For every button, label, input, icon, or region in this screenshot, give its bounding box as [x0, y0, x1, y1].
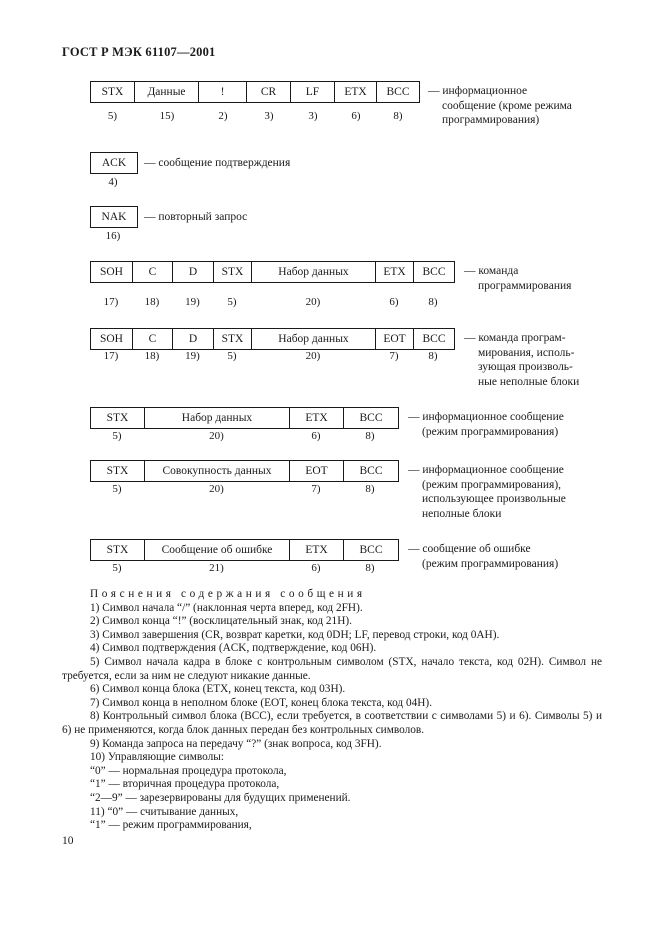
description-line: программирования): [442, 114, 540, 126]
cell-exclamation: !: [199, 82, 247, 102]
frame-nak: [90, 206, 138, 228]
explanation-item: 8) Контрольный символ блока (BCC), если требуется, в соответствии с символами 5) и 6). Символы 5) и 6) не применяются, когда блок данных передан без контрольных символов.: [62, 710, 602, 736]
ref-number: 3): [264, 110, 274, 122]
description-line: использующее произвольные: [422, 493, 566, 505]
cell-error-message: Сообщение об ошибке: [145, 540, 290, 560]
document-header: ГОСТ Р МЭК 61107—2001: [62, 45, 216, 59]
frame-programming-command-description: [464, 264, 571, 293]
cell-d: D: [173, 329, 214, 349]
ref-number: 19): [185, 350, 200, 362]
description-line: — сообщение подтверждения: [144, 157, 291, 169]
message-content-explanations: [62, 588, 602, 833]
cell-etx: ETX: [376, 262, 414, 282]
ref-number: 5): [107, 110, 118, 122]
description-line: зующая произволь-: [478, 361, 573, 373]
ref-number: 5): [112, 483, 122, 495]
frame-programming-command: [90, 261, 455, 283]
frame-info-programming-partial: [90, 460, 399, 482]
frame-ack-description: [144, 156, 290, 171]
ref-number: 20): [209, 483, 224, 495]
ref-number: 4): [108, 176, 118, 188]
ref-number: 6): [389, 296, 399, 308]
frame-info-programming-partial-numbers: [90, 482, 397, 496]
description-line: мирования, исполь-: [478, 346, 575, 359]
cell-stx: STX: [91, 82, 135, 102]
cell-bcc: BCC: [422, 266, 446, 278]
frame-programming-command-partial-numbers: [90, 349, 453, 363]
cell-bcc: BCC: [359, 465, 383, 477]
ref-number: 8): [365, 430, 375, 442]
frame-info-programming-numbers: [90, 429, 397, 443]
description-line: — сообщение об ошибке: [408, 543, 531, 555]
ref-number: 8): [428, 296, 438, 308]
frame-programming-command-numbers: [90, 295, 453, 309]
ref-number: 19): [185, 296, 200, 308]
cell-stx: STX: [91, 540, 145, 560]
ref-number: 2): [218, 110, 228, 122]
cell-etx: ETX: [290, 408, 344, 428]
explanation-item: 2) Символ конца “!” (восклицательный знак, код 21H).: [90, 615, 352, 628]
frame-info-programming: [90, 407, 399, 429]
cell-etx: ETX: [290, 540, 344, 560]
cell-stx: STX: [91, 461, 145, 481]
frame-info-message: [90, 81, 420, 103]
description-line: сообщение (кроме режима: [442, 99, 572, 112]
description-line: — команда програм-: [464, 332, 566, 344]
description-line: — информационное: [428, 85, 528, 97]
cell-data-set: Набор данных: [252, 262, 376, 282]
explanation-item: “1” — вторичная процедура протокола,: [90, 778, 280, 791]
frame-info-message-description: [428, 84, 572, 128]
cell-cr: CR: [247, 82, 291, 102]
ref-number: 7): [311, 483, 321, 495]
cell-stx: STX: [214, 329, 252, 349]
frame-info-message-numbers: [90, 109, 419, 123]
ref-number: 20): [305, 350, 321, 362]
cell-eot: EOT: [376, 329, 414, 349]
cell-nak: NAK: [101, 211, 127, 223]
cell-eot: EOT: [290, 461, 344, 481]
explanation-item: 5) Символ начала кадра в блоке с контрольным символом (STX, начало текста, код 02H). Символ не требуется, если за ним не следуют никакие данные.: [62, 655, 602, 682]
frame-error-message-description: [408, 542, 558, 571]
frame-error-message: [90, 539, 399, 561]
cell-data: Данные: [135, 82, 199, 102]
ref-number: 20): [209, 430, 224, 442]
cell-data-set: Набор данных: [252, 329, 376, 349]
ref-number: 8): [365, 483, 375, 495]
cell-stx: STX: [91, 408, 145, 428]
frame-nak-description: [144, 210, 247, 225]
ref-number: 6): [311, 430, 321, 442]
page-number: 10: [62, 835, 74, 847]
description-line: — информационное сообщение: [408, 464, 564, 476]
frame-programming-command-partial: [90, 328, 455, 350]
cell-stx: STX: [214, 262, 252, 282]
explanation-item: 1) Символ начала “/” (наклонная черта вперед, код 2FH).: [90, 601, 363, 614]
frame-ack: [90, 152, 138, 174]
ref-number: 15): [159, 110, 175, 122]
description-line: — повторный запрос: [144, 211, 248, 223]
description-line: программирования: [478, 279, 572, 292]
ref-number: 6): [311, 562, 321, 574]
explanation-item: 6) Символ конца блока (ETX, конец текста, код 03H).: [90, 683, 346, 696]
explanation-item: 3) Символ завершения (CR, возврат каретки, код 0DH; LF, перевод строки, код 0AH).: [90, 628, 500, 641]
ref-number: 8): [365, 562, 375, 574]
cell-data-collection: Совокупность данных: [145, 461, 290, 481]
explanation-item: “2—9” — зарезервированы для будущих применений.: [90, 791, 351, 804]
explanation-item: 10) Управляющие символы:: [90, 751, 224, 764]
cell-c: C: [133, 262, 173, 282]
frame-error-message-numbers: [90, 561, 397, 575]
cell-bcc: BCC: [359, 544, 383, 556]
ref-number: 5): [112, 430, 122, 442]
ref-number: 5): [112, 562, 122, 574]
ref-number: 21): [209, 562, 224, 574]
description-line: ные неполные блоки: [478, 375, 580, 388]
cell-bcc: BCC: [386, 86, 410, 98]
description-line: неполные блоки: [422, 507, 502, 520]
ref-number: 16): [105, 230, 121, 242]
cell-d: D: [173, 262, 214, 282]
cell-bcc: BCC: [422, 333, 446, 345]
ref-number: 7): [389, 350, 399, 362]
cell-c: C: [133, 329, 173, 349]
ref-number: 18): [144, 296, 160, 308]
ref-number: 17): [103, 296, 119, 308]
cell-lf: LF: [291, 82, 335, 102]
frame-ack-numbers: [90, 175, 136, 189]
explanation-item: 9) Команда запроса на передачу “?” (знак вопроса, код 3FH).: [90, 737, 382, 750]
frame-nak-numbers: [90, 229, 136, 243]
explanation-item: 11) “0” — считывание данных,: [90, 805, 239, 818]
ref-number: 6): [351, 110, 361, 122]
explanations-title: Пояснения содержания сообщения: [90, 588, 366, 600]
explanation-item: 7) Символ конца в неполном блоке (EOT, конец блока текста, код 04H).: [90, 696, 433, 709]
ref-number: 5): [227, 350, 237, 362]
cell-soh: SOH: [91, 329, 133, 349]
cell-soh: SOH: [91, 262, 133, 282]
cell-etx: ETX: [335, 82, 377, 102]
frame-info-programming-partial-description: [408, 463, 566, 521]
ref-number: 5): [227, 296, 237, 308]
explanation-item: 4) Символ подтверждения (ACK, подтверждение, код 06H).: [90, 642, 377, 655]
description-line: (режим программирования): [422, 557, 559, 570]
ref-number: 20): [305, 296, 321, 308]
description-line: — команда: [464, 265, 519, 277]
description-line: — информационное сообщение: [408, 411, 564, 423]
description-line: (режим программирования): [422, 425, 559, 438]
ref-number: 18): [144, 350, 160, 362]
cell-bcc: BCC: [359, 412, 383, 424]
ref-number: 8): [393, 110, 403, 122]
ref-number: 17): [103, 350, 119, 362]
ref-number: 3): [308, 110, 318, 122]
ref-number: 8): [428, 350, 438, 362]
description-line: (режим программирования),: [422, 478, 562, 491]
frame-programming-command-partial-description: [464, 331, 579, 389]
explanation-item: “0” — нормальная процедура протокола,: [90, 764, 287, 777]
cell-ack: ACK: [101, 157, 127, 169]
cell-data-set: Набор данных: [145, 408, 290, 428]
explanation-item: “1” — режим программирования,: [90, 819, 252, 832]
frame-info-programming-description: [408, 410, 564, 439]
